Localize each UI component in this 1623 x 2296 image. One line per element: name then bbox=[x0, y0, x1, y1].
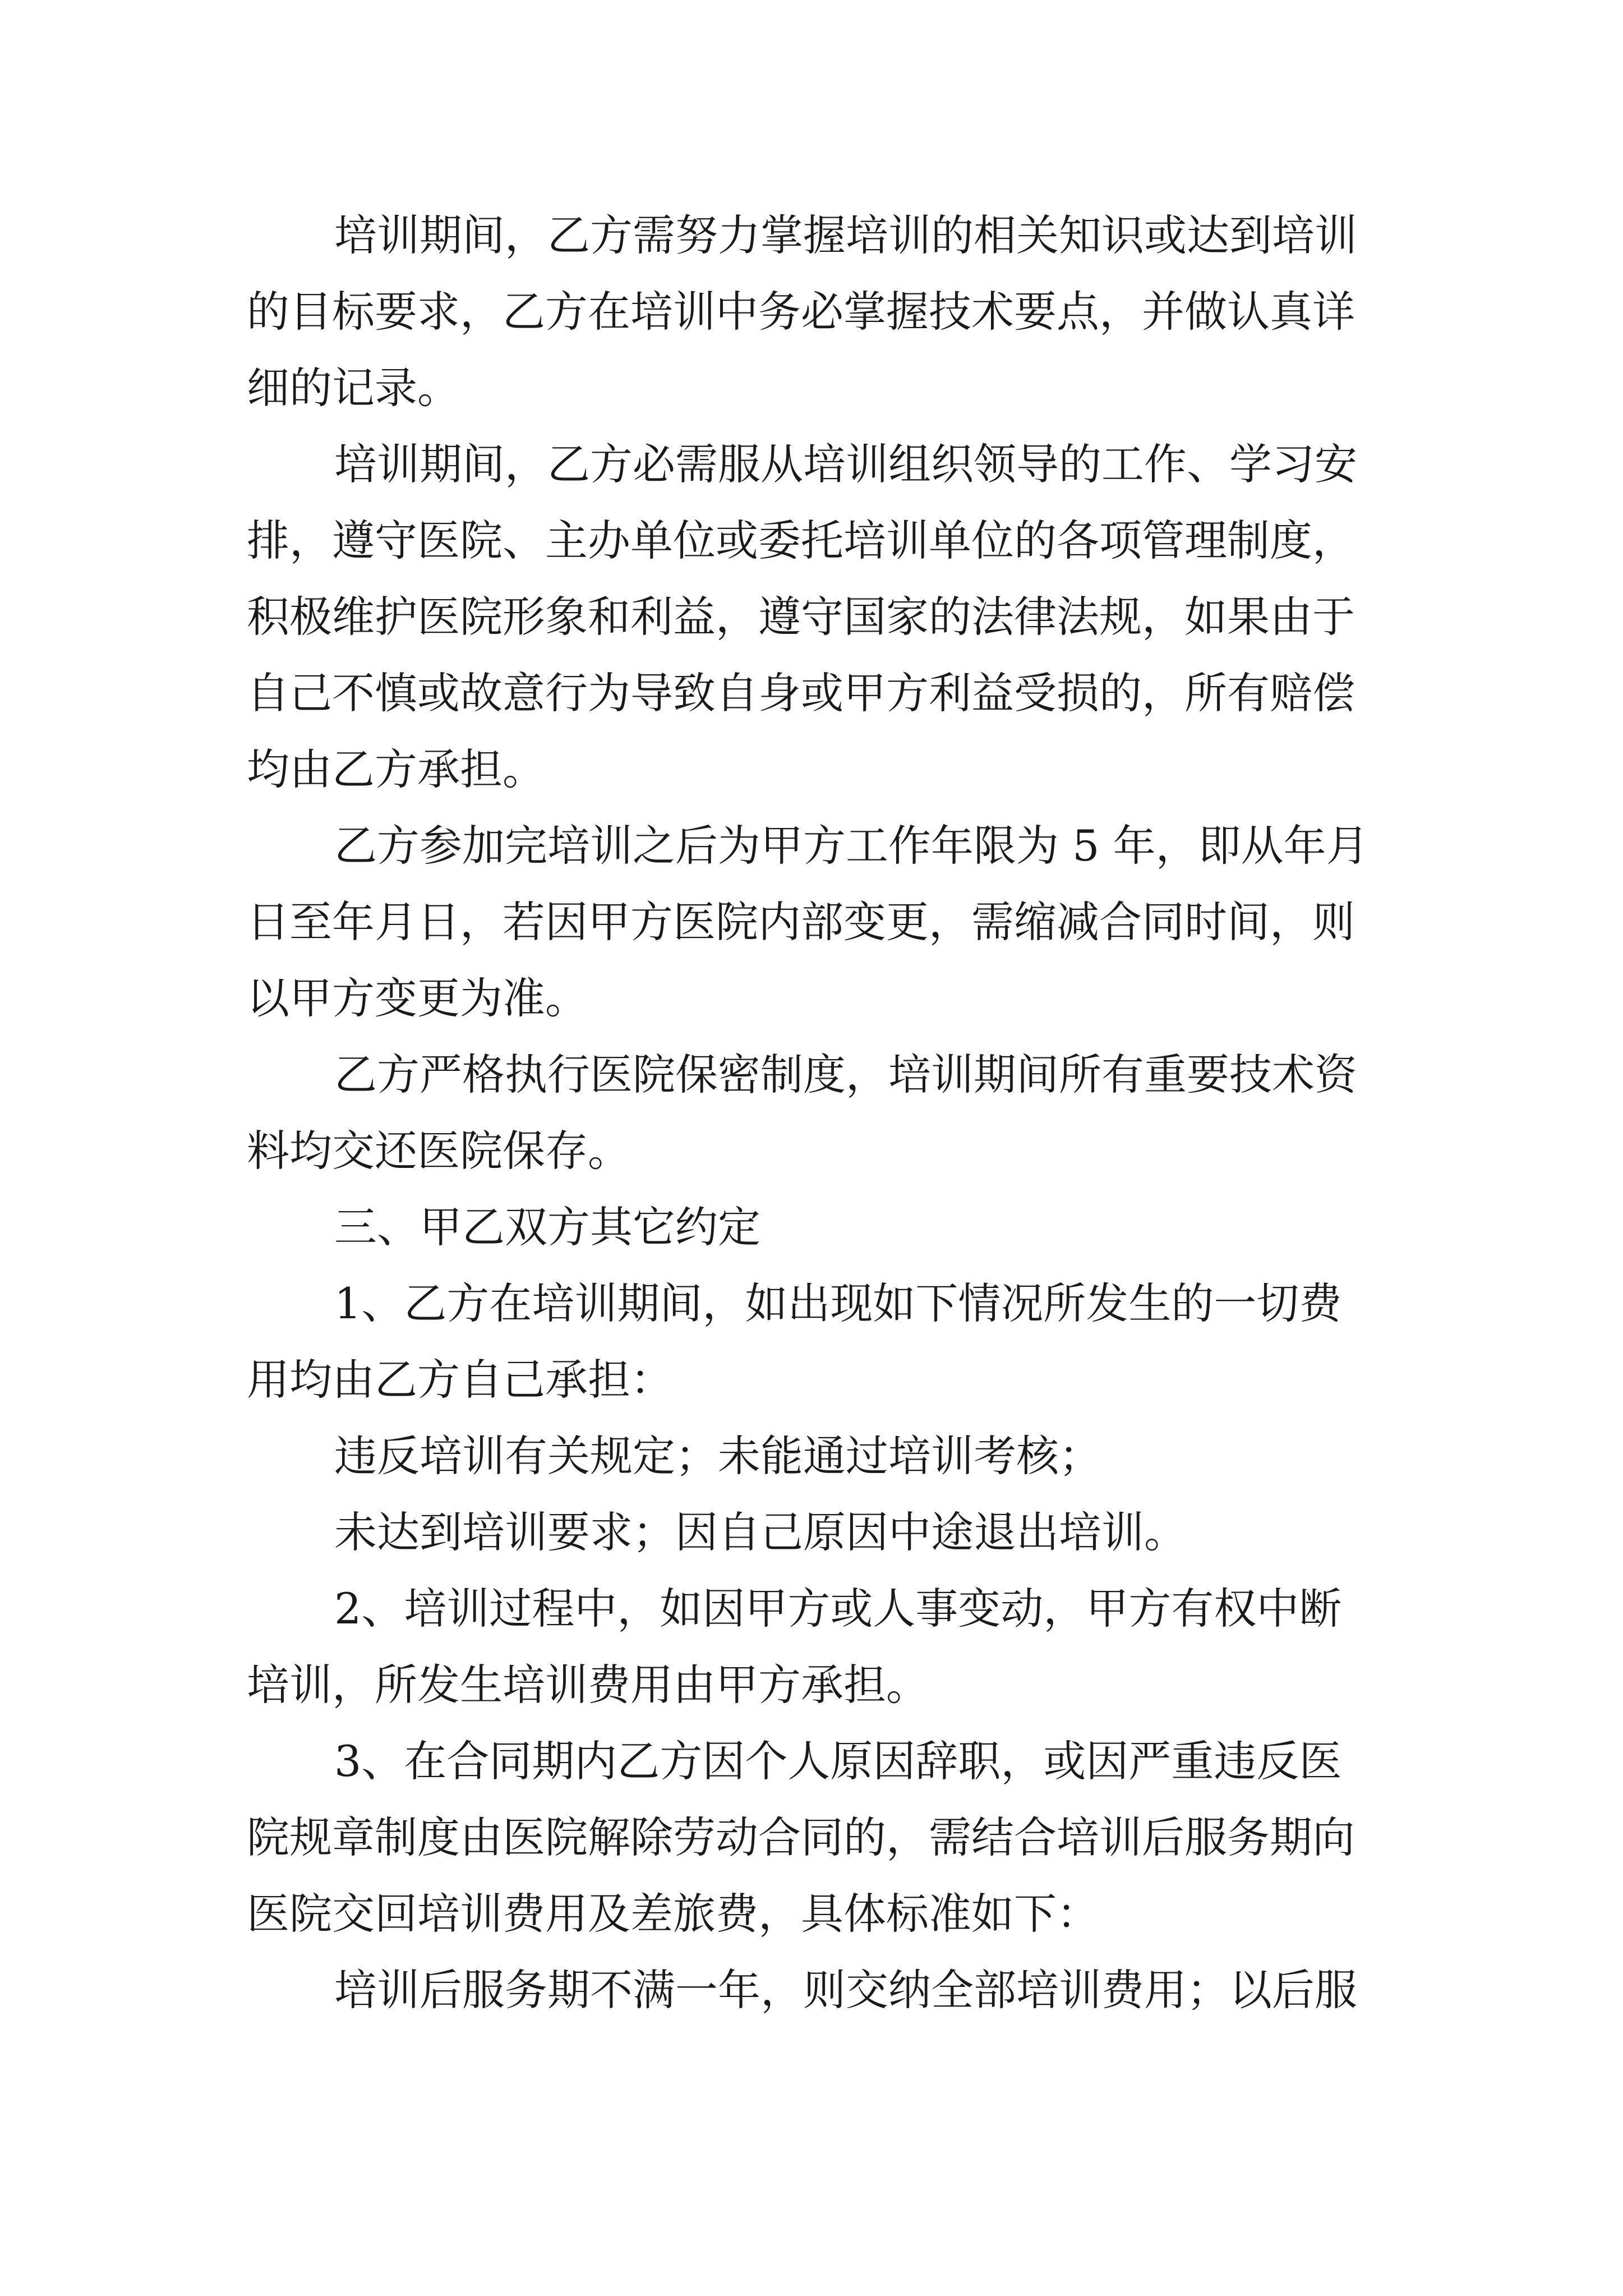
text-line: 自己不慎或故意行为导致自身或甲方利益受损的，所有赔偿 bbox=[247, 668, 1355, 718]
text-line: 用均由乙方自己承担： bbox=[247, 1355, 673, 1405]
section-heading: 三、甲乙双方其它约定 bbox=[334, 1202, 760, 1252]
text-line: 违反培训有关规定；未能通过培训考核； bbox=[334, 1431, 1101, 1481]
text-line: 以甲方变更为准。 bbox=[247, 973, 588, 1023]
text-line: 1、乙方在培训期间，如出现如下情况所发生的一切费 bbox=[334, 1278, 1342, 1328]
text-line: 培训期间，乙方需努力掌握培训的相关知识或达到培训 bbox=[334, 210, 1357, 260]
text-line: 未达到培训要求；因自己原因中途退出培训。 bbox=[334, 1507, 1187, 1557]
text-line: 2、培训过程中，如因甲方或人事变动，甲方有权中断 bbox=[334, 1584, 1342, 1634]
text-line: 培训后服务期不满一年，则交纳全部培训费用；以后服 bbox=[334, 1965, 1357, 2015]
text-line: 料均交还医院保存。 bbox=[247, 1126, 630, 1176]
text-line: 培训期间，乙方必需服从培训组织领导的工作、学习安 bbox=[334, 439, 1357, 489]
text-line: 细的记录。 bbox=[247, 363, 460, 413]
text-line: 乙方参加完培训之后为甲方工作年限为 5 年，即从年月 bbox=[334, 821, 1369, 871]
text-line: 的目标要求，乙方在培训中务必掌握技术要点，并做认真详 bbox=[247, 287, 1355, 337]
text-line: 积极维护医院形象和利益，遵守国家的法律法规，如果由于 bbox=[247, 592, 1355, 642]
text-line: 排，遵守医院、主办单位或委托培训单位的各项管理制度， bbox=[247, 516, 1355, 565]
text-line: 日至年月日，若因甲方医院内部变更，需缩减合同时间，则 bbox=[247, 897, 1355, 947]
text-line: 医院交回培训费用及差旅费，具体标准如下： bbox=[247, 1889, 1099, 1939]
text-line: 3、在合同期内乙方因个人原因辞职，或因严重违反医 bbox=[334, 1736, 1342, 1786]
text-line: 均由乙方承担。 bbox=[247, 744, 545, 794]
text-line: 培训，所发生培训费用由甲方承担。 bbox=[247, 1660, 929, 1710]
text-line: 乙方严格执行医院保密制度，培训期间所有重要技术资 bbox=[334, 1050, 1357, 1099]
text-line: 院规章制度由医院解除劳动合同的，需结合培训后服务期向 bbox=[247, 1812, 1355, 1862]
